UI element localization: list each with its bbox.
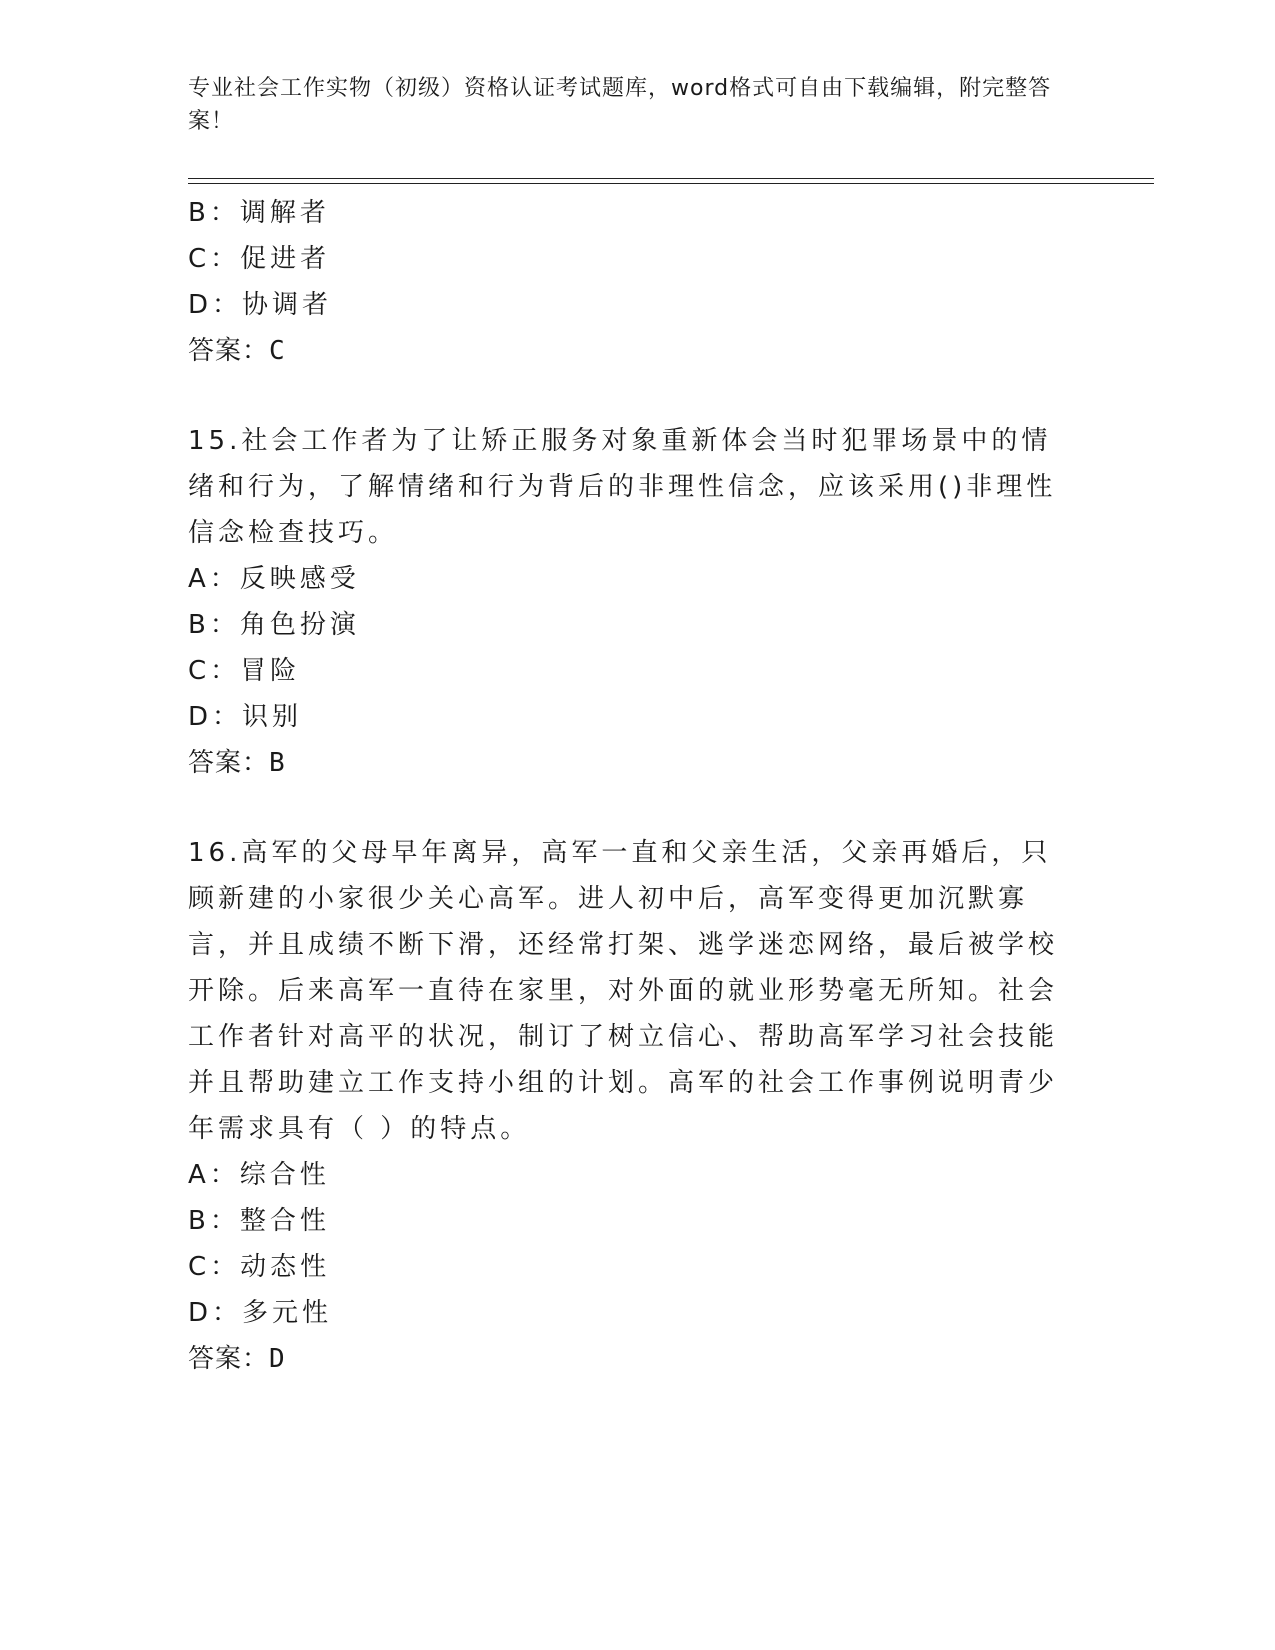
question-15 bbox=[188, 418, 1088, 786]
header-divider-top bbox=[188, 178, 1154, 179]
option-b: B：整合性 bbox=[188, 1206, 330, 1236]
header-divider-bottom bbox=[188, 183, 1154, 184]
option-d: D：协调者 bbox=[188, 290, 333, 320]
answer-text: 答案：C bbox=[188, 336, 286, 366]
question-gap bbox=[188, 786, 1088, 830]
option-b: B：角色扮演 bbox=[188, 610, 360, 640]
option-c: C：冒险 bbox=[188, 656, 301, 686]
question-content bbox=[188, 190, 1088, 1382]
option-a: A：反映感受 bbox=[188, 564, 360, 594]
option-a: A：综合性 bbox=[188, 1160, 330, 1190]
option-d: D：识别 bbox=[188, 702, 303, 732]
answer-text: 答案：B bbox=[188, 748, 286, 778]
document-header: 专业社会工作实物（初级）资格认证考试题库，word格式可自由下载编辑，附完整答案！ bbox=[188, 76, 1052, 134]
option-b: B：调解者 bbox=[188, 198, 330, 228]
question-16 bbox=[188, 830, 1088, 1382]
option-d: D：多元性 bbox=[188, 1298, 333, 1328]
question-stem: 16.高军的父母早年离异，高军一直和父亲生活，父亲再婚后，只顾新建的小家很少关心高军。进人初中后，高军变得更加沉默寡言，并且成绩不断下滑，还经常打架、逃学迷恋网络，最后被学校开除。后来高军一直待在家里，对外面的就业形势毫无所知。社会工作者针对高平的状况，制订了树立信心、帮助高军学习社会技能并且帮助建立工作支持小组的计划。高军的社会工作事例说明青少年需求具有（ ）的特点。 bbox=[188, 838, 1059, 1144]
option-c: C：促进者 bbox=[188, 244, 331, 274]
previous-question-options bbox=[188, 190, 1088, 374]
question-stem: 15.社会工作者为了让矫正服务对象重新体会当时犯罪场景中的情绪和行为，了解情绪和行为背后的非理性信念，应该采用()非理性信念检查技巧。 bbox=[188, 426, 1057, 548]
question-gap bbox=[188, 374, 1088, 418]
answer-text: 答案：D bbox=[188, 1344, 286, 1374]
option-c: C：动态性 bbox=[188, 1252, 331, 1282]
